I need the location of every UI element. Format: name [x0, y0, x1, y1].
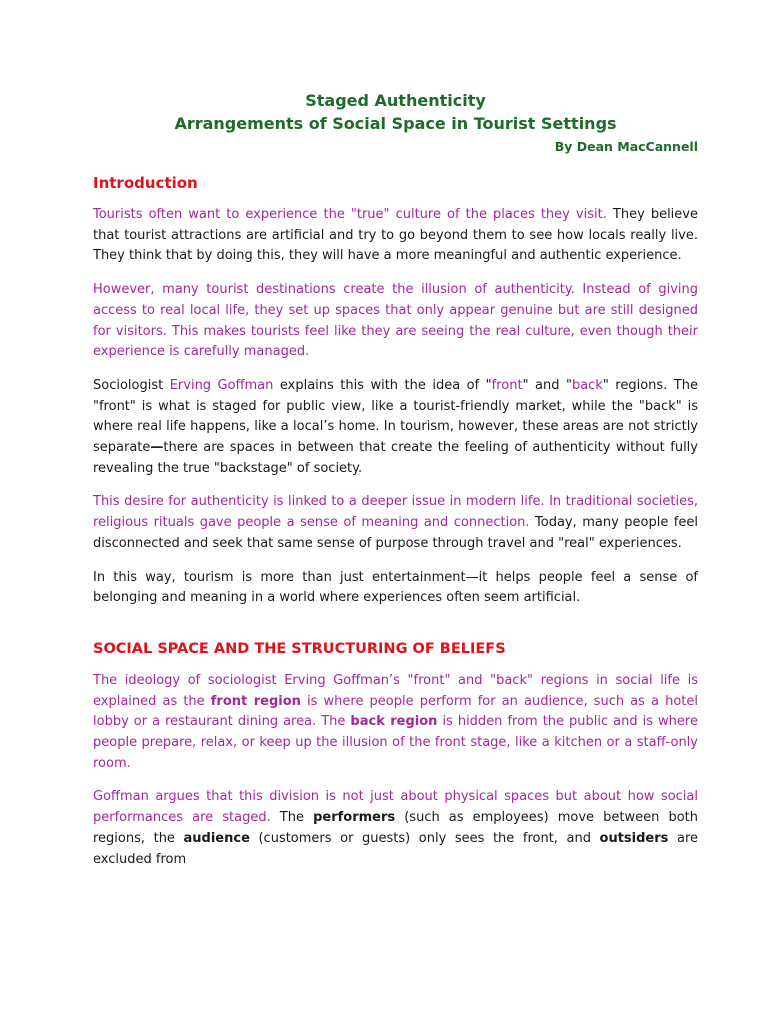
intro-p1-highlight: Tourists often want to experience the "true" culture of the places they visit. [93, 207, 607, 222]
back-region-term: back region [350, 714, 438, 730]
intro-p3-text-e: " and " [522, 377, 572, 393]
intro-paragraph-4 [93, 492, 698, 554]
document-subtitle: Arrangements of Social Space in Tourist Settings [174, 114, 617, 133]
social-p2-text-d: (such as employees) move between both regions, the [93, 810, 698, 846]
intro-p4-highlight: This desire for authenticity is linked to a deeper issue in modern life. In traditional societies, religious rituals gave people a sense of meaning and connection. [93, 494, 698, 531]
goffman-name: Erving Goffman [169, 377, 274, 393]
em-dash: — [150, 440, 164, 456]
front-term: front [491, 377, 523, 393]
intro-paragraph-1 [93, 205, 698, 267]
social-p2-highlight: Goffman argues that this division is not just about physical spaces but about how social performances are staged. [93, 789, 698, 826]
front-region-term: front region [210, 693, 301, 709]
audience-term: audience [183, 830, 250, 846]
intro-p3-text-g: " regions. The "front" is what is staged for public view, like a tourist-friendly market, while the "back" is where real life happens, like a local’s home. In tourism, however, these areas are not strictly separate [93, 377, 698, 456]
social-p1-text-c: is where people perform for an audience, such as a hotel lobby or a restaurant dining area. The [93, 693, 698, 730]
social-p2-text-b: The [270, 810, 314, 826]
introduction-heading: Introduction [93, 174, 198, 192]
outsiders-term: outsiders [599, 830, 669, 846]
performers-term: performers [313, 810, 396, 826]
intro-p3-text-a: Sociologist [93, 377, 170, 393]
title-block [93, 0, 698, 136]
social-p2-text-f: (customers or guests) only sees the front, and [249, 830, 600, 846]
intro-p3-text-i: there are spaces in between that create the feeling of authenticity without fully revealing the true "backstage" of society. [93, 440, 698, 476]
social-paragraph-2 [93, 787, 698, 870]
intro-paragraph-2: However, many tourist destinations create the illusion of authenticity. Instead of giving access to real local life, they set up spaces that only appear genuine but are still designed for visitors. This makes tourists feel like they are seeing the real culture, even though their experience is carefully managed. [93, 282, 698, 360]
author-byline: By Dean MacCannell [554, 139, 698, 154]
social-paragraph-1 [93, 671, 698, 775]
document-title: Staged Authenticity [305, 91, 486, 110]
back-term: back [571, 377, 603, 393]
social-space-heading: SOCIAL SPACE AND THE STRUCTURING OF BELIEFS [93, 640, 506, 657]
intro-p3-text-c: explains this with the idea of " [273, 377, 492, 393]
social-p1-text-a: The ideology of sociologist Erving Goffman’s "front" and "back" regions in social life is explained as the [93, 672, 698, 709]
intro-p1-text: They believe that tourist attractions are artificial and try to go beyond them to see how locals really live. They think that by doing this, they will have a more meaningful and authentic experience. [93, 207, 698, 264]
intro-paragraph-3 [93, 376, 698, 480]
intro-p4-text: Today, many people feel disconnected and seek that same sense of purpose through travel and "real" experiences. [93, 515, 698, 551]
intro-paragraph-5: In this way, tourism is more than just entertainment—it helps people feel a sense of belonging and meaning in a world where experiences often seem artificial. [93, 569, 698, 606]
social-p1-text-e: is hidden from the public and is where people prepare, relax, or keep up the illusion of the front stage, like a kitchen or a staff-only room. [93, 714, 698, 771]
social-p2-text-h: are excluded from [93, 830, 699, 867]
